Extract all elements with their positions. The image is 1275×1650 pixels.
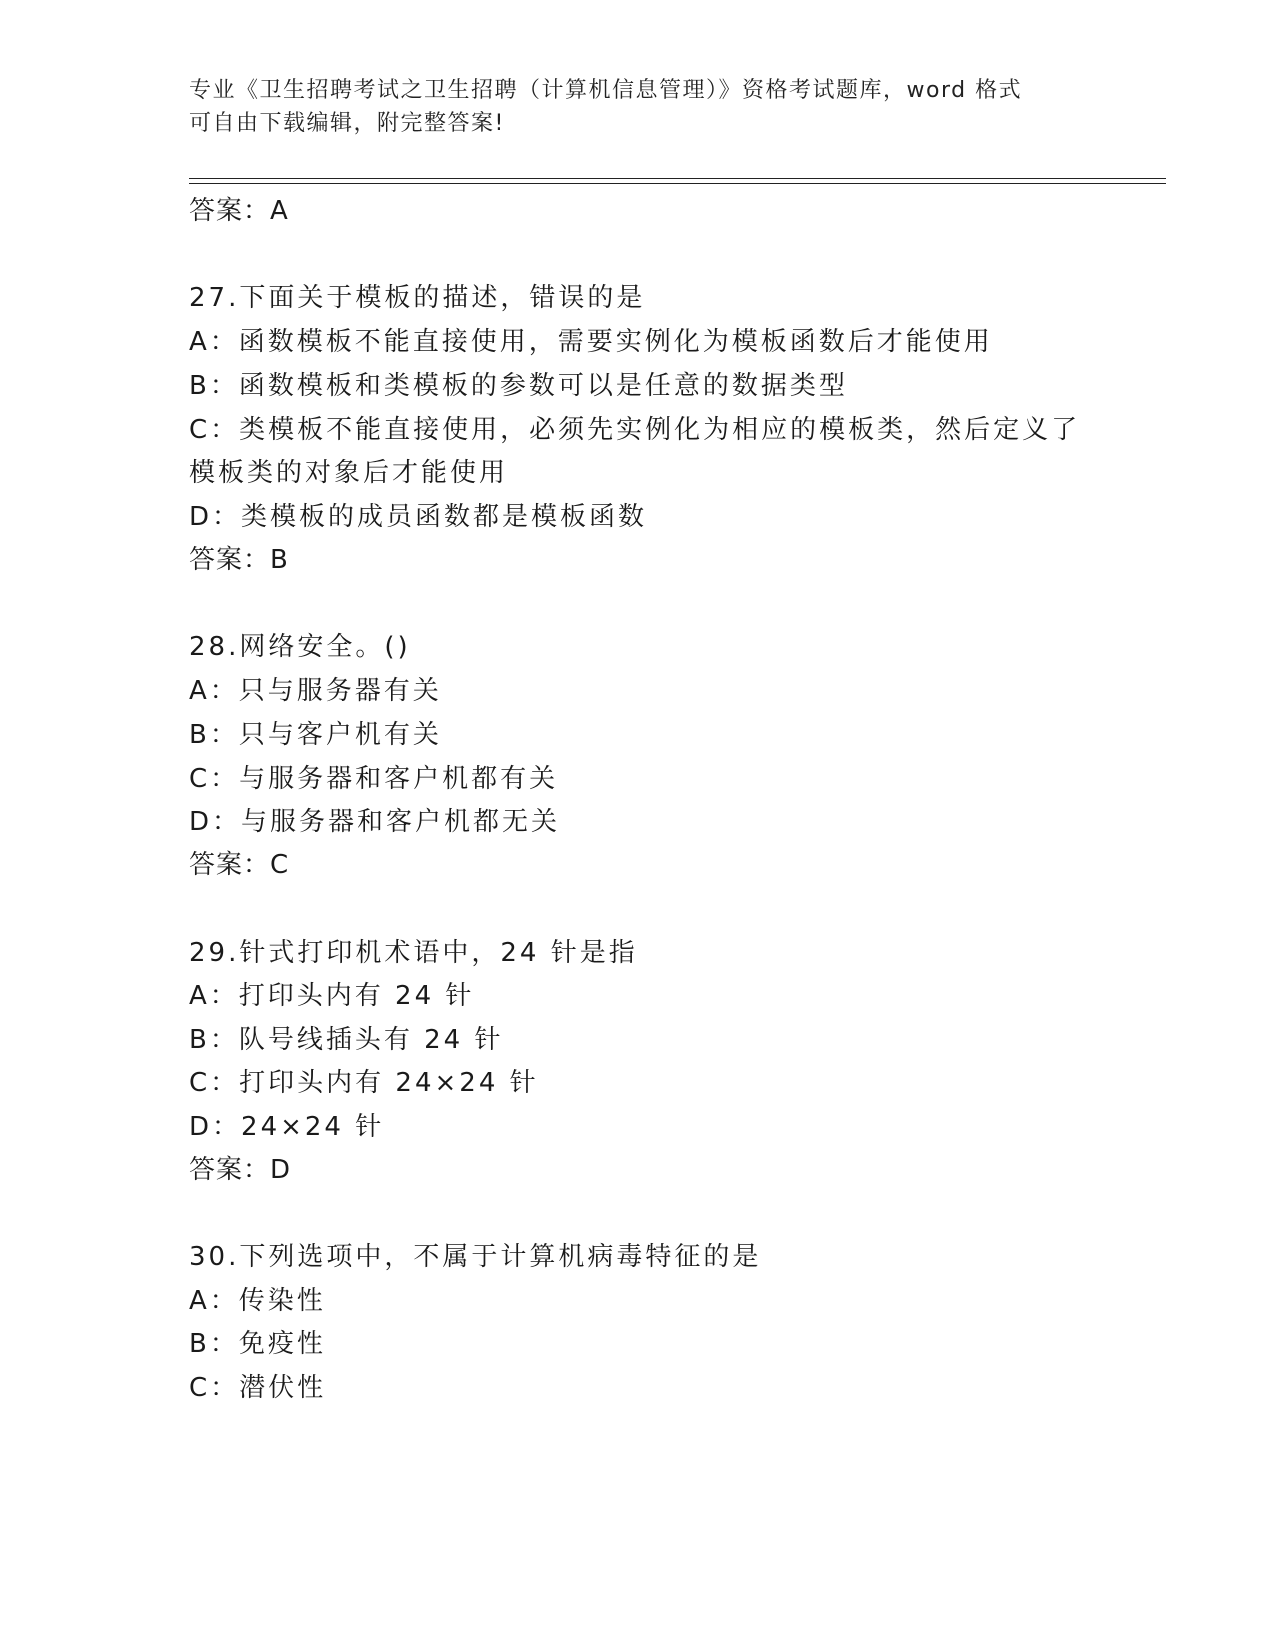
- question-28-answer: 答案：C: [189, 850, 290, 880]
- header-rule-bottom: [189, 183, 1166, 184]
- header-line-1: 专业《卫生招聘考试之卫生招聘（计算机信息管理）》资格考试题库，word 格式: [189, 78, 1023, 103]
- question-27-option-c: C：类模板不能直接使用，必须先实例化为相应的模板类，然后定义了: [189, 415, 1081, 445]
- answer-prev: 答案：A: [189, 196, 289, 226]
- question-28-option-a: A：只与服务器有关: [189, 676, 442, 706]
- question-30-option-a: A：传染性: [189, 1286, 326, 1316]
- question-29-option-b: B：队号线插头有 24 针: [189, 1025, 504, 1055]
- question-27-option-d: D：类模板的成员函数都是模板函数: [189, 502, 648, 532]
- question-28-stem: 28.网络安全。(): [189, 632, 411, 662]
- question-30-stem: 30.下列选项中，不属于计算机病毒特征的是: [189, 1242, 762, 1272]
- question-29-option-d: D：24×24 针: [189, 1112, 385, 1142]
- question-27-option-c-continued: 模板类的对象后才能使用: [189, 458, 509, 488]
- question-30-option-c: C：潜伏性: [189, 1373, 327, 1403]
- question-27-stem: 27.下面关于模板的描述，错误的是: [189, 283, 646, 313]
- document-header: [189, 74, 1089, 140]
- question-29-stem: 29.针式打印机术语中，24 针是指: [189, 938, 638, 968]
- question-28-option-c: C：与服务器和客户机都有关: [189, 764, 559, 794]
- question-28-option-b: B：只与客户机有关: [189, 720, 442, 750]
- question-27-option-b: B：函数模板和类模板的参数可以是任意的数据类型: [189, 371, 848, 401]
- question-30-option-b: B：免疫性: [189, 1329, 326, 1359]
- question-29-answer: 答案：D: [189, 1155, 292, 1185]
- header-line-2: 可自由下载编辑，附完整答案!: [189, 111, 505, 136]
- header-rule-top: [189, 178, 1166, 179]
- question-27-answer: 答案：B: [189, 545, 289, 575]
- question-29-option-c: C：打印头内有 24×24 针: [189, 1068, 539, 1098]
- question-28-option-d: D：与服务器和客户机都无关: [189, 807, 561, 837]
- question-29-option-a: A：打印头内有 24 针: [189, 981, 475, 1011]
- question-27-option-a: A：函数模板不能直接使用，需要实例化为模板函数后才能使用: [189, 327, 993, 357]
